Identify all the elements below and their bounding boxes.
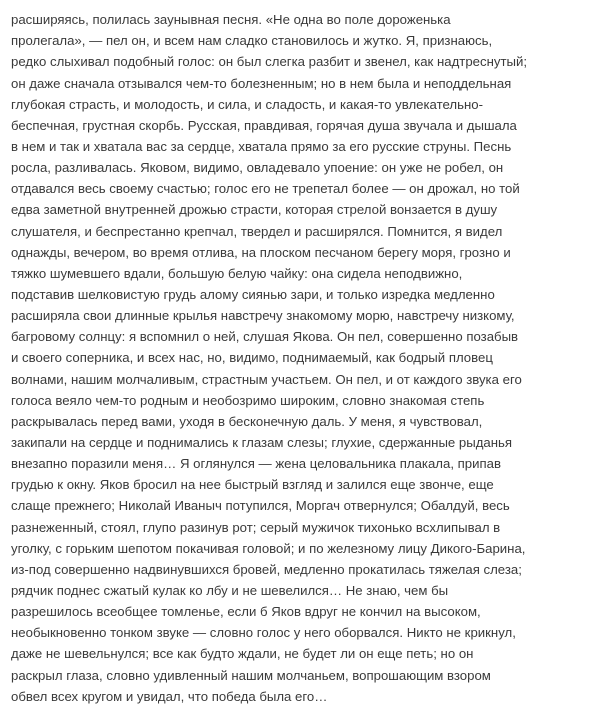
text-line: пролегала», — пел он, и всем нам сладко становилось и жутко. Я, признаюсь,	[11, 33, 493, 49]
text-line: багровому солнцу: я вспомнил о ней, слушая Якова. Он пел, совершенно позабыв	[11, 329, 519, 345]
text-line: глубокая страсть, и молодость, и сила, и сладость, и какая-то увлекательно-	[11, 96, 483, 112]
text-line: в нем и так и хватала вас за сердце, хватала прямо за его русские струны. Песнь	[11, 138, 512, 154]
text-line: раскрыл глаза, словно удивленный нашим молчаньем, вопрошающим взором	[11, 667, 491, 683]
text-line: расширяясь, полилась заунывная песня. «Не одна во поле дороженька	[11, 12, 451, 28]
text-line: подставив шелковистую грудь алому сиянью зари, и только изредка медленно	[11, 286, 495, 302]
text-line: волнами, нашим молчаливым, страстным участьем. Он пел, и от каждого звука его	[11, 371, 522, 387]
text-line: тяжко шумевшего вдали, большую белую чайку: она сидела неподвижно,	[11, 265, 463, 281]
text-line: беспечная, грустная скорбь. Русская, правдивая, горячая душа звучала и дышала	[11, 117, 517, 133]
text-line: закипали на сердце и поднимались к глазам слезы; глухие, сдержанные рыданья	[11, 434, 513, 450]
text-line: росла, разливалась. Яковом, видимо, овладевало упоение: он уже не робел, он	[11, 160, 504, 176]
text-line: отдавался весь своему счастью; голос его не трепетал более — он дрожал, но той	[11, 181, 520, 197]
text-line: разнеженный, стоял, глупо разинув рот; серый мужичок тихонько всхлипывал в	[11, 519, 501, 535]
text-line: слушателя, и беспрестанно крепчал, твердел и расширялся. Помнится, я видел	[11, 223, 503, 239]
text-line: слаще прежнего; Николай Иваныч потупился, Моргач отвернулся; Обалдуй, весь	[11, 498, 510, 514]
text-line: необыкновенно тонком звуке — словно голос у него оборвался. Никто не крикнул,	[11, 625, 516, 641]
text-line: расширяла свои длинные крылья навстречу знакомому морю, навстречу низкому,	[11, 308, 515, 324]
text-line: однажды, вечером, во время отлива, на плоском песчаном берегу моря, грозно и	[11, 244, 511, 260]
text-line: рядчик поднес сжатый кулак ко лбу и не шевелился… Не знаю, чем бы	[11, 582, 449, 598]
text-line: голоса веяло чем-то родным и необозримо широким, словно знакомая степь	[11, 392, 485, 408]
text-line: из-под совершенно надвинувшихся бровей, медленно прокатилась тяжелая слеза;	[11, 561, 522, 577]
text-line: даже не шевельнулся; все как будто ждали, не будет ли он еще петь; но он	[11, 646, 474, 662]
text-line: разрешилось всеобщее томленье, если б Яков вдруг не кончил на высоком,	[11, 604, 481, 620]
text-line: он даже сначала отзывался чем-то болезненным; но в нем была и неподдельная	[11, 75, 512, 91]
text-line: раскрывалась перед вами, уходя в бесконечную даль. У меня, я чувствовал,	[11, 413, 483, 429]
text-line: внезапно поразили меня… Я оглянулся — жена целовальника плакала, припав	[11, 456, 501, 472]
text-line: грудью к окну. Яков бросил на нее быстрый взгляд и залился еще звонче, еще	[11, 477, 494, 493]
text-line: редко слыхивал подобный голос: он был слегка разбит и звенел, как надтреснутый;	[11, 54, 528, 70]
text-line: обвел всех кругом и увидал, что победа была его…	[11, 688, 328, 704]
text-line: уголку, с горьким шепотом покачивая головой; и по железному лицу Дикого-Барина,	[11, 540, 526, 556]
text-line	[11, 0, 606, 9]
text-line: и своего соперника, и всех нас, но, видимо, поднимаемый, как бодрый пловец	[11, 350, 493, 366]
text-line: едва заметной внутренней дрожью страсти, которая стрелой вонзается в душу	[11, 202, 498, 218]
